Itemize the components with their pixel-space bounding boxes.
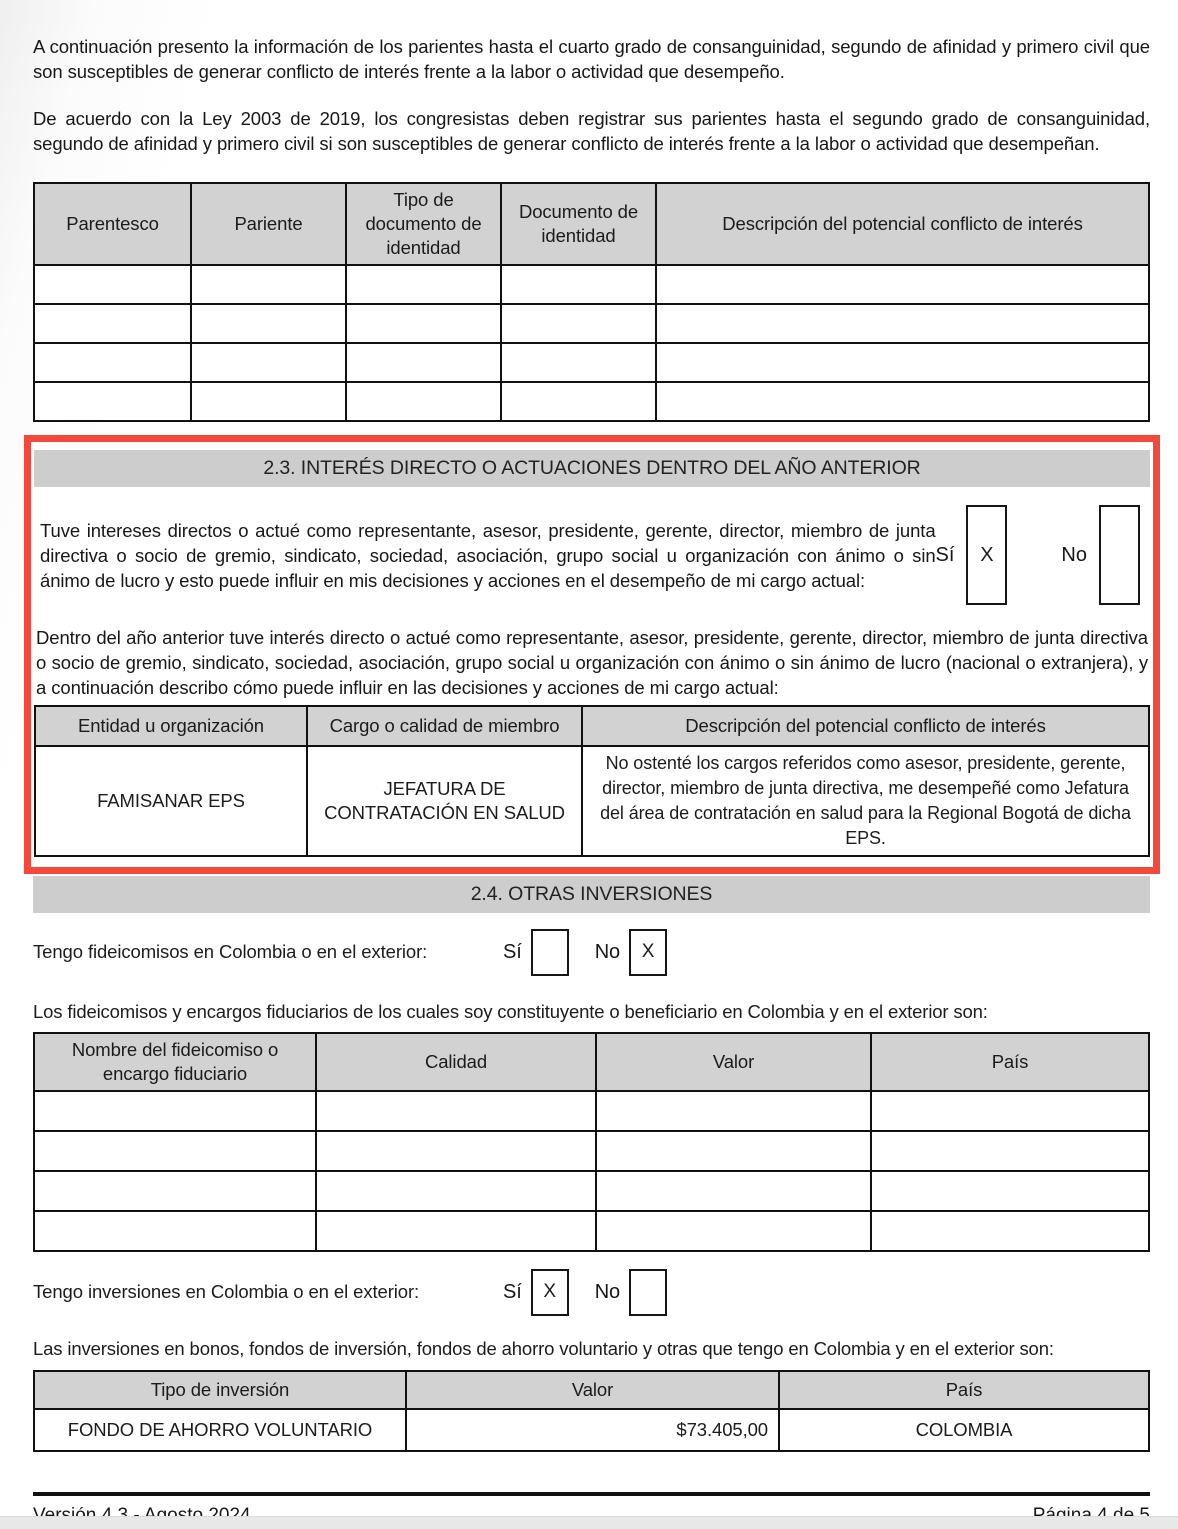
empty-cell [871, 1171, 1149, 1211]
inversiones-yes-label: Sí [503, 1280, 522, 1303]
inversiones-data-row [34, 1409, 1149, 1451]
inversion-tipo-header: Tipo de inversión [34, 1371, 406, 1409]
investment-value-cell: $73.405,00 [406, 1409, 779, 1451]
relatives-header-tipo-documento: Tipo de documento de identidad [346, 183, 501, 265]
empty-cell [656, 382, 1149, 421]
empty-cell [501, 304, 656, 343]
no-label-2-3: No [1061, 543, 1087, 566]
empty-cell [656, 304, 1149, 343]
empty-cell [346, 265, 501, 304]
fideicomisos-yes-checkbox [531, 929, 569, 976]
empty-cell [596, 1211, 871, 1251]
empty-cell [191, 343, 346, 382]
direct-interest-statement: Tuve intereses directos o actué como representante, asesor, presidente, gerente, director, miembro de junta directiva o socio de gremio, sindicato, sociedad, asociación, grupo social u organización con ánimo o sin ánimo de lucro y esto puede influir en mis decisiones y acciones en el desempeño de mi cargo actual: [40, 519, 936, 591]
empty-cell [34, 1211, 316, 1251]
intro-paragraph-2: De acuerdo con la Ley 2003 de 2019, los congresistas deben registrar sus parientes hasta el segundo grado de consanguinidad, segundo de afinidad y primero civil si son susceptibles de generar conflicto de interés frente a la labor o actividad que desempeñan. [33, 108, 1150, 154]
empty-cell [596, 1131, 871, 1171]
empty-cell [34, 1131, 316, 1171]
yes-checkbox-2-3 [966, 505, 1007, 605]
empty-cell [656, 265, 1149, 304]
empty-cell [34, 382, 191, 421]
empty-cell [501, 343, 656, 382]
empty-cell [346, 382, 501, 421]
inversiones-question-row [33, 1268, 1150, 1316]
relatives-header-parentesco: Parentesco [34, 183, 191, 265]
relatives-header-documento: Documento de identidad [501, 183, 656, 265]
inversiones-no-label: No [594, 1280, 621, 1303]
red-annotation-box [24, 435, 1160, 874]
empty-cell [871, 1091, 1149, 1131]
empty-cell [316, 1091, 596, 1131]
empty-cell [596, 1171, 871, 1211]
role-cell: JEFATURA DE CONTRATACIÓN EN SALUD [307, 746, 582, 856]
direct-interest-data-row [35, 746, 1149, 856]
inversiones-header-row [34, 1371, 1149, 1409]
inversion-valor-header: Valor [406, 1371, 779, 1409]
fideicomisos-empty-row [34, 1211, 1149, 1251]
relatives-empty-row [34, 343, 1149, 382]
fideicomisos-header-row [34, 1033, 1149, 1091]
empty-cell [34, 265, 191, 304]
inversiones-no-checkbox [629, 1269, 667, 1316]
fideicomiso-valor-header: Valor [596, 1033, 871, 1091]
empty-cell [34, 343, 191, 382]
fideicomisos-question: Tengo fideicomisos en Colombia o en el exterior: [33, 941, 428, 962]
section-2-4-header: 2.4. OTRAS INVERSIONES [33, 876, 1150, 913]
fideicomisos-question-row [33, 928, 1150, 976]
direct-interest-table [34, 705, 1150, 857]
empty-cell [316, 1131, 596, 1171]
relatives-header-descripcion: Descripción del potencial conflicto de interés [656, 183, 1149, 265]
fideicomisos-empty-row [34, 1171, 1149, 1211]
yes-no-checkbox-group-2-3 [936, 505, 1144, 605]
direct-interest-statement-row [34, 505, 1150, 605]
empty-cell [34, 1171, 316, 1211]
fideicomisos-no-mark: X [641, 941, 655, 962]
fideicomisos-yes-label: Sí [503, 940, 522, 963]
prior-year-statement: Dentro del año anterior tuve interés directo o actué como representante, asesor, presidente, gerente, director, miembro de junta directiva o socio de gremio, sindicato, sociedad, asociación, grupo social u organización con ánimo o sin ánimo de lucro (nacional o extranjera), y a continuación describo cómo puede influir en las decisiones y acciones de mi cargo actual: [36, 627, 1148, 698]
yes-label-2-3: Sí [935, 543, 955, 566]
empty-cell [501, 265, 656, 304]
fideicomiso-calidad-header: Calidad [316, 1033, 596, 1091]
investment-country-cell: COLOMBIA [779, 1409, 1149, 1451]
fideicomisos-empty-row [34, 1131, 1149, 1171]
inversiones-intro: Las inversiones en bonos, fondos de inversión, fondos de ahorro voluntario y otras que tengo en Colombia y en el exterior son: [33, 1338, 1054, 1359]
fideicomisos-empty-row [34, 1091, 1149, 1131]
relatives-empty-row [34, 265, 1149, 304]
fideicomisos-no-label: No [594, 940, 621, 963]
yes-checkbox-mark-2-3: X [980, 543, 994, 566]
conflict-description-cell: No ostenté los cargos referidos como asesor, presidente, gerente, director, miembro de junta directiva, me desempeñé como Jefatura del área de contratación en salud para la Regional Bogotá de dicha EPS. [582, 746, 1149, 856]
conflict-description-header: Descripción del potencial conflicto de interés [582, 706, 1149, 746]
relatives-table [33, 182, 1150, 422]
empty-cell [191, 265, 346, 304]
empty-cell [34, 1091, 316, 1131]
entity-cell: FAMISANAR EPS [35, 746, 307, 856]
empty-cell [316, 1171, 596, 1211]
entity-header: Entidad u organización [35, 706, 307, 746]
role-header: Cargo o calidad de miembro [307, 706, 582, 746]
intro-paragraph-1: A continuación presento la información de los parientes hasta el cuarto grado de consanguinidad, segundo de afinidad y primero civil que son susceptibles de generar conflicto de interés frente a la labor o actividad que desempeño. [33, 36, 1150, 82]
section-2-3-header: 2.3. INTERÉS DIRECTO O ACTUACIONES DENTRO DEL AÑO ANTERIOR [34, 450, 1150, 487]
empty-cell [346, 304, 501, 343]
no-checkbox-2-3 [1099, 505, 1140, 605]
inversiones-question: Tengo inversiones en Colombia o en el exterior: [33, 1281, 420, 1302]
inversiones-table [33, 1370, 1150, 1452]
direct-interest-header-row [35, 706, 1149, 746]
fideicomisos-intro: Los fideicomisos y encargos fiduciarios de los cuales soy constituyente o beneficiario en Colombia y en el exterior son: [33, 1001, 988, 1022]
empty-cell [346, 343, 501, 382]
fideicomiso-pais-header: País [871, 1033, 1149, 1091]
empty-cell [501, 382, 656, 421]
empty-cell [656, 343, 1149, 382]
empty-cell [871, 1131, 1149, 1171]
empty-cell [191, 304, 346, 343]
investment-type-cell: FONDO DE AHORRO VOLUNTARIO [34, 1409, 406, 1451]
relatives-header-row [34, 183, 1149, 265]
empty-cell [34, 304, 191, 343]
relatives-header-pariente: Pariente [191, 183, 346, 265]
page-content [33, 34, 1150, 1527]
fideicomisos-table [33, 1032, 1150, 1252]
relatives-empty-row [34, 382, 1149, 421]
fideicomiso-nombre-header: Nombre del fideicomiso o encargo fiduciario [34, 1033, 316, 1091]
inversiones-yes-checkbox [531, 1269, 569, 1316]
relatives-empty-row [34, 304, 1149, 343]
fideicomisos-no-checkbox [629, 929, 667, 976]
inversiones-yes-mark: X [543, 1281, 556, 1302]
empty-cell [316, 1211, 596, 1251]
empty-cell [191, 382, 346, 421]
empty-cell [596, 1091, 871, 1131]
empty-cell [871, 1211, 1149, 1251]
page-edge-strip [0, 1516, 1178, 1529]
inversion-pais-header: País [779, 1371, 1149, 1409]
